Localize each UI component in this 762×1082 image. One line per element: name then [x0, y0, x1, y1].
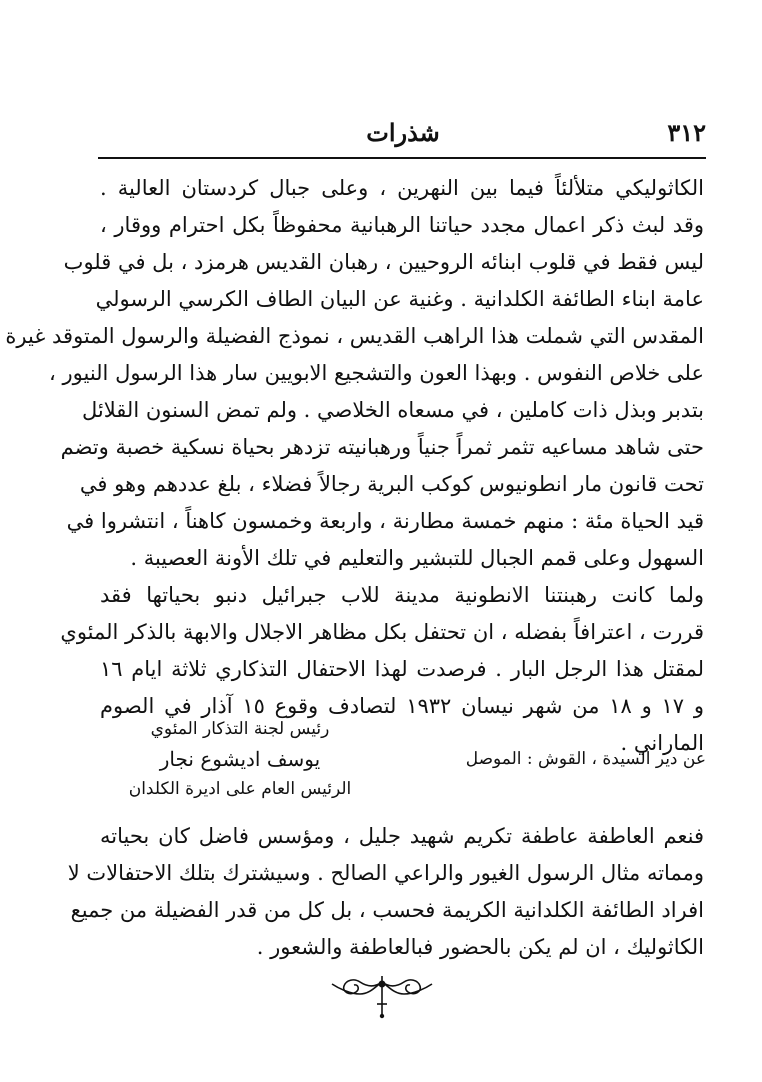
text-line: بتدبر وبذل ذات كاملين ، في مسعاه الخلاصي . ولم تمض السنون القلائل	[82, 398, 704, 422]
text-line: الكاثوليك ، ان لم يكن بالحضور فبالعاطفة والشعور .	[256, 935, 704, 959]
signature	[110, 714, 370, 804]
text-line: ومماته مثال الرسول الغيور والراعي الصالح . وسيشترك بتلك الاحتفالات لا	[67, 861, 704, 885]
text-line: افراد الطائفة الكلدانية الكريمة فحسب ، بل كل من قدر الفضيلة من جميع	[70, 898, 704, 922]
running-title: شذرات	[366, 118, 440, 147]
body-text	[5, 170, 705, 762]
text-line: ولما كانت رهبنتنا الانطونية مدينة للاب جبرائيل دنبو بحياتها فقد	[100, 583, 704, 607]
text-line: تحت قانون مار انطونيوس كوكب البرية رجالاً فضلاء ، بلغ عددهم وهو في	[79, 472, 704, 496]
tailpiece-ornament-icon	[330, 974, 434, 1020]
text-line: السهول وعلى قمم الجبال للتبشير والتعليم في تلك الأونة العصيبة .	[130, 546, 704, 570]
signature-role: رئيس لجنة التذكار المئوي	[150, 719, 330, 739]
text-line: وقد لبث ذكر اعمال مجدد حياتنا الرهبانية محفوظاً بكل احترام ووقار ،	[100, 213, 705, 237]
place-line: عن دير السيدة ، القوش : الموصل	[465, 749, 706, 769]
text-line: عامة ابناء الطائفة الكلدانية . وغنية عن البيان الطاف الكرسي الرسولي	[95, 287, 704, 311]
header-rule	[98, 157, 706, 159]
text-line: حتى شاهد مساعيه تثمر ثمراً جنياً ورهبانيته تزدهر بحياة نسكية خصبة وتضم	[60, 435, 704, 459]
signature-name: يوسف اديشوع نجار	[159, 747, 321, 771]
page-header	[100, 118, 706, 152]
text-line: الماراني .	[620, 731, 704, 755]
text-line: المقدس التي شملت هذا الراهب القديس ، نموذج الفضيلة والرسول المتوقد غيرة	[5, 324, 704, 348]
text-line: على خلاص النفوس . وبهذا العون والتشجيع الابويين سار هذا الرسول النيور ،	[49, 361, 704, 385]
closing-paragraph	[67, 818, 704, 966]
text-line: قيد الحياة مئة : منهم خمسة مطارنة ، واربعة وخمسون كاهناً ، انتشروا في	[66, 509, 704, 533]
text-line: لمقتل هذا الرجل البار . فرصدت لهذا الاحتفال التذكاري ثلاثة ايام ١٦	[100, 657, 704, 681]
page-number: ٣١٢	[667, 118, 706, 147]
signature-block	[110, 714, 706, 810]
signature-title: الرئيس العام على اديرة الكلدان	[128, 779, 352, 799]
text-line: ليس فقط في قلوب ابنائه الروحيين ، رهبان القديس هرمزد ، بل في قلوب	[63, 250, 704, 274]
text-line: فنعم العاطفة عاطفة تكريم شهيد جليل ، ومؤسس فاضل كان بحياته	[100, 824, 704, 848]
text-line: قررت ، اعترافاً بفضله ، ان تحتفل بكل مظاهر الاجلال والابهة بالذكر المئوي	[60, 620, 704, 644]
text-line: الكاثوليكي متلألئاً فيما بين النهرين ، وعلى جبال كردستان العالية .	[100, 176, 704, 200]
text-line: و ١٧ و ١٨ من شهر نيسان ١٩٣٢ لتصادف وقوع ١٥ آذار في الصوم	[100, 694, 704, 718]
